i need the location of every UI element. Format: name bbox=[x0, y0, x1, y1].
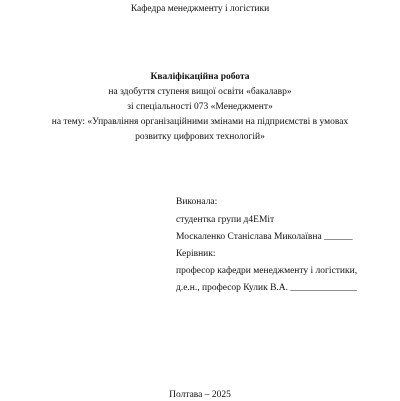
work-title: Кваліфікаційна робота bbox=[150, 72, 250, 82]
topic-line-2: розвитку цифрових технологій» bbox=[135, 132, 265, 142]
supervisor-position: професор кафедри менеджменту і логістики, bbox=[176, 266, 358, 276]
student-name: Москаленко Станіслава Миколаївна ______ bbox=[176, 232, 353, 242]
degree-line: на здобуття ступеня вищої освіти «бакалавр» bbox=[108, 87, 292, 97]
department-heading: Кафедра менеджменту і логістики bbox=[130, 4, 270, 14]
specialty-line: зі спеціальності 073 «Менеджмент» bbox=[127, 102, 273, 112]
topic-line-1: на тему: «Управління організаційними змінами на підприємстві в умовах bbox=[51, 117, 349, 127]
student-group: студентка групи д4ЕМіт bbox=[176, 215, 275, 225]
supervisor-name: д.е.н., професор Кулик В.А. ______________ bbox=[176, 283, 357, 293]
city-year: Полтава – 2025 bbox=[169, 390, 231, 400]
performed-by-label: Виконала: bbox=[176, 197, 218, 207]
supervisor-label: Керівник: bbox=[176, 249, 216, 259]
